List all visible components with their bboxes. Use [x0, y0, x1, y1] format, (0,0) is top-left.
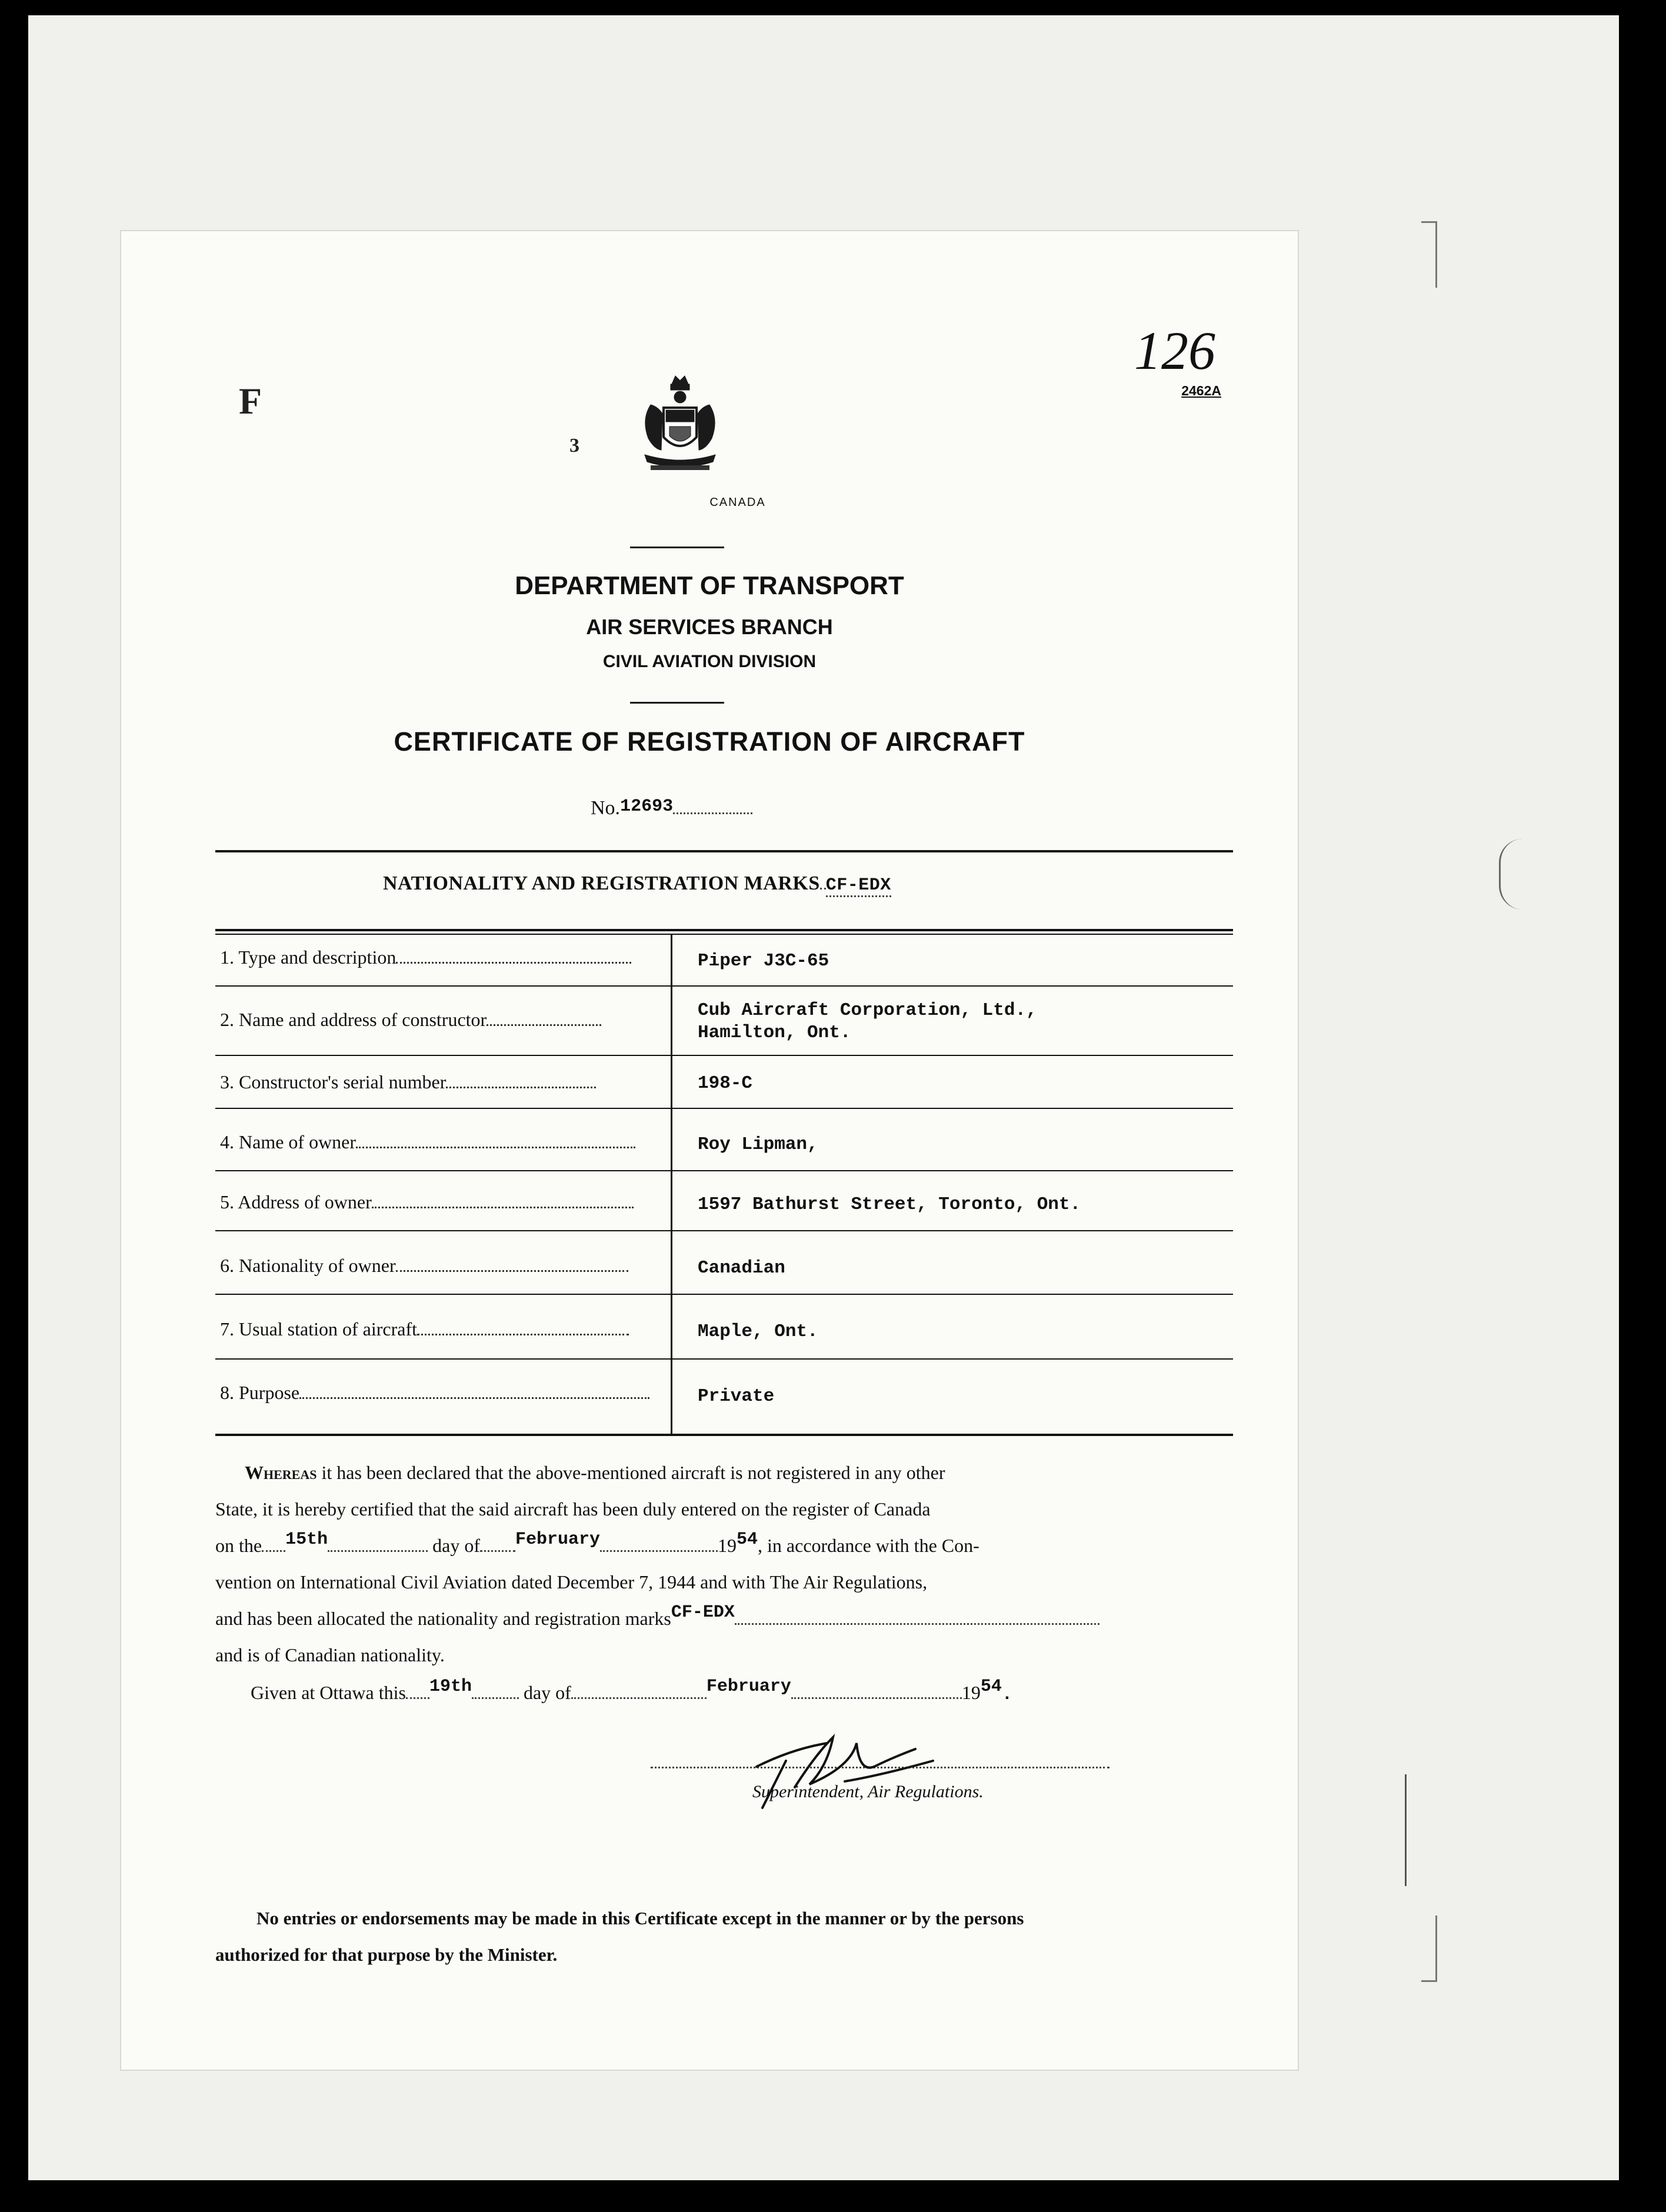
row-divider: [215, 1358, 1233, 1360]
field-label: 8. Purpose: [220, 1382, 649, 1404]
country-label: CANADA: [709, 496, 766, 509]
registration-marks-line: [383, 872, 891, 895]
field-value: 198-C: [698, 1073, 753, 1094]
table-column-divider: [671, 935, 672, 1435]
allocated-marks: CF-EDX: [671, 1603, 735, 1623]
field-value-continued: Hamilton, Ont.: [698, 1022, 851, 1043]
footer-line: No entries or endorsements may be made in this Certificate except in the manner or by the persons: [256, 1908, 1024, 1928]
field-value: Maple, Ont.: [698, 1321, 818, 1342]
form-number: 2462A: [1181, 383, 1221, 398]
crop-mark: [1499, 839, 1524, 910]
field-label: 2. Name and address of constructor: [220, 1009, 601, 1031]
coat-of-arms-icon: [633, 372, 727, 481]
crop-mark: [1421, 1915, 1437, 1982]
given-month: February: [706, 1677, 791, 1697]
branch-title: AIR SERVICES BRANCH: [586, 615, 833, 639]
field-label: 6. Nationality of owner: [220, 1255, 628, 1277]
divider: [215, 850, 1233, 852]
field-value: Roy Lipman,: [698, 1134, 818, 1155]
given-line: Given at Ottawa this 19th day of February 1954.: [251, 1677, 1012, 1705]
certificate-document: [121, 231, 1298, 2070]
field-label: 1. Type and description: [220, 947, 631, 968]
entry-year: 54: [737, 1530, 758, 1550]
registration-marks-label: NATIONALITY AND REGISTRATION MARKS: [383, 872, 820, 894]
row-divider: [215, 1055, 1233, 1056]
dotted-fill: [673, 812, 752, 814]
footer-line: authorized for that purpose by the Minister.: [215, 1944, 558, 1965]
division-title: CIVIL AVIATION DIVISION: [602, 652, 817, 671]
crop-mark: [1405, 1774, 1407, 1886]
declaration-line: and has been allocated the nationality and registration marksCF-EDX: [215, 1608, 1099, 1631]
row-divider: [215, 1230, 1233, 1231]
declaration-line: Whereas it has been declared that the above-mentioned aircraft is not registered in any other: [245, 1462, 945, 1483]
crop-mark: [1421, 221, 1437, 288]
field-label: 7. Usual station of aircraft: [220, 1318, 629, 1340]
field-label: 5. Address of owner: [220, 1191, 634, 1213]
department-title: DEPARTMENT OF TRANSPORT: [515, 571, 904, 600]
signature-title: Superintendent, Air Regulations.: [752, 1782, 984, 1801]
declaration-line: vention on International Civil Aviation dated December 7, 1944 and with The Air Regulations,: [215, 1571, 928, 1593]
stamp-mark: 3: [569, 435, 579, 457]
row-divider: [215, 1170, 1233, 1171]
entry-month: February: [515, 1530, 600, 1550]
field-value: Cub Aircraft Corporation, Ltd.,: [698, 1000, 1037, 1021]
row-divider: [215, 1294, 1233, 1295]
field-value: Canadian: [698, 1258, 785, 1278]
divider: [215, 1434, 1233, 1436]
field-label: 4. Name of owner: [220, 1131, 635, 1153]
entry-day: 15th: [285, 1530, 328, 1550]
divider: [630, 547, 724, 548]
field-value: 1597 Bathurst Street, Toronto, Ont.: [698, 1194, 1081, 1215]
corner-handwritten-mark: F: [239, 380, 262, 422]
divider: [215, 934, 1233, 935]
dotted-fill: [820, 888, 826, 890]
field-value: Piper J3C-65: [698, 951, 829, 971]
page-number-annotation: 126: [1134, 321, 1215, 381]
row-divider: [215, 1108, 1233, 1109]
divider: [215, 929, 1233, 931]
certificate-number-line: [591, 797, 752, 820]
certificate-number: 12693: [620, 797, 674, 817]
row-divider: [215, 985, 1233, 987]
registration-marks-value: CF-EDX: [826, 875, 891, 897]
certificate-title: CERTIFICATE OF REGISTRATION OF AIRCRAFT: [394, 727, 1025, 757]
declaration-line: on the 15th day of February 1954, in accordance with the Con-: [215, 1530, 979, 1556]
declaration-line: and is of Canadian nationality.: [215, 1644, 445, 1665]
divider: [630, 702, 724, 704]
given-day: 19th: [429, 1677, 472, 1697]
field-value: Private: [698, 1386, 775, 1407]
declaration-line: State, it is hereby certified that the said aircraft has been duly entered on the register of Canada: [215, 1498, 931, 1520]
field-label: 3. Constructor's serial number: [220, 1071, 596, 1093]
number-label: No.: [591, 797, 621, 819]
given-year: 54: [980, 1677, 1002, 1697]
